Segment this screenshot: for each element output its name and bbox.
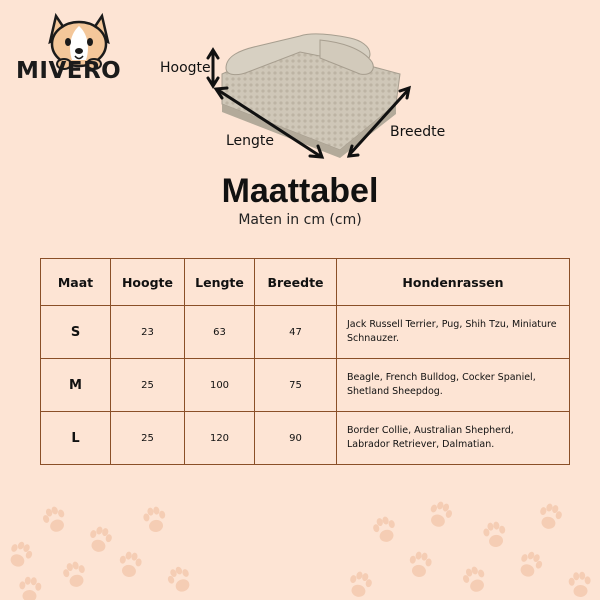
header-height: Hoogte xyxy=(111,259,185,306)
paw-print-pattern xyxy=(0,495,600,600)
header-width: Breedte xyxy=(255,259,337,306)
paw-print-icon xyxy=(515,549,546,581)
paw-print-icon xyxy=(407,550,433,578)
paw-print-icon xyxy=(142,505,168,533)
header-size: Maat xyxy=(41,259,111,306)
paw-print-icon xyxy=(482,520,508,548)
paw-print-icon xyxy=(5,539,36,571)
width-label: Breedte xyxy=(390,124,446,140)
table-row xyxy=(41,359,570,412)
size-table xyxy=(40,258,570,465)
paw-print-icon xyxy=(18,576,42,600)
paw-print-icon xyxy=(426,499,455,530)
brand-name: MIVERO xyxy=(16,58,122,84)
dimension-arrows xyxy=(0,0,600,200)
length-cell: 100 xyxy=(185,359,255,412)
length-cell: 63 xyxy=(185,306,255,359)
size-cell: S xyxy=(41,306,111,359)
page-subtitle: Maten in cm (cm) xyxy=(238,212,362,228)
breeds-cell: Jack Russell Terrier, Pug, Shih Tzu, Miniature Schnauzer. xyxy=(337,306,570,359)
table-row xyxy=(41,306,570,359)
width-cell: 75 xyxy=(255,359,337,412)
height-cell: 23 xyxy=(111,306,185,359)
paw-print-icon xyxy=(568,571,592,598)
width-cell: 90 xyxy=(255,412,337,465)
paw-print-icon xyxy=(346,570,374,600)
paw-print-icon xyxy=(61,560,89,590)
length-cell: 120 xyxy=(185,412,255,465)
height-cell: 25 xyxy=(111,359,185,412)
breeds-cell: Border Collie, Australian Shepherd, Labrador Retriever, Dalmatian. xyxy=(337,412,570,465)
page-title: Maattabel xyxy=(221,172,379,210)
height-cell: 25 xyxy=(111,412,185,465)
width-cell: 47 xyxy=(255,306,337,359)
paw-print-icon xyxy=(117,550,143,578)
breeds-cell: Beagle, French Bulldog, Cocker Spaniel, Shetland Sheepdog. xyxy=(337,359,570,412)
header-breeds: Hondenrassen xyxy=(337,259,570,306)
paw-print-icon xyxy=(536,502,564,532)
paw-print-icon xyxy=(40,504,69,535)
table-header-row xyxy=(41,259,570,306)
length-label: Lengte xyxy=(226,133,275,149)
paw-print-icon xyxy=(165,564,196,596)
paw-print-icon xyxy=(86,525,114,555)
height-label: Hoogte xyxy=(160,60,211,76)
header-length: Lengte xyxy=(185,259,255,306)
size-cell: L xyxy=(41,412,111,465)
paw-print-icon xyxy=(460,564,489,595)
paw-print-icon xyxy=(371,515,399,545)
size-cell: M xyxy=(41,359,111,412)
table-row xyxy=(41,412,570,465)
